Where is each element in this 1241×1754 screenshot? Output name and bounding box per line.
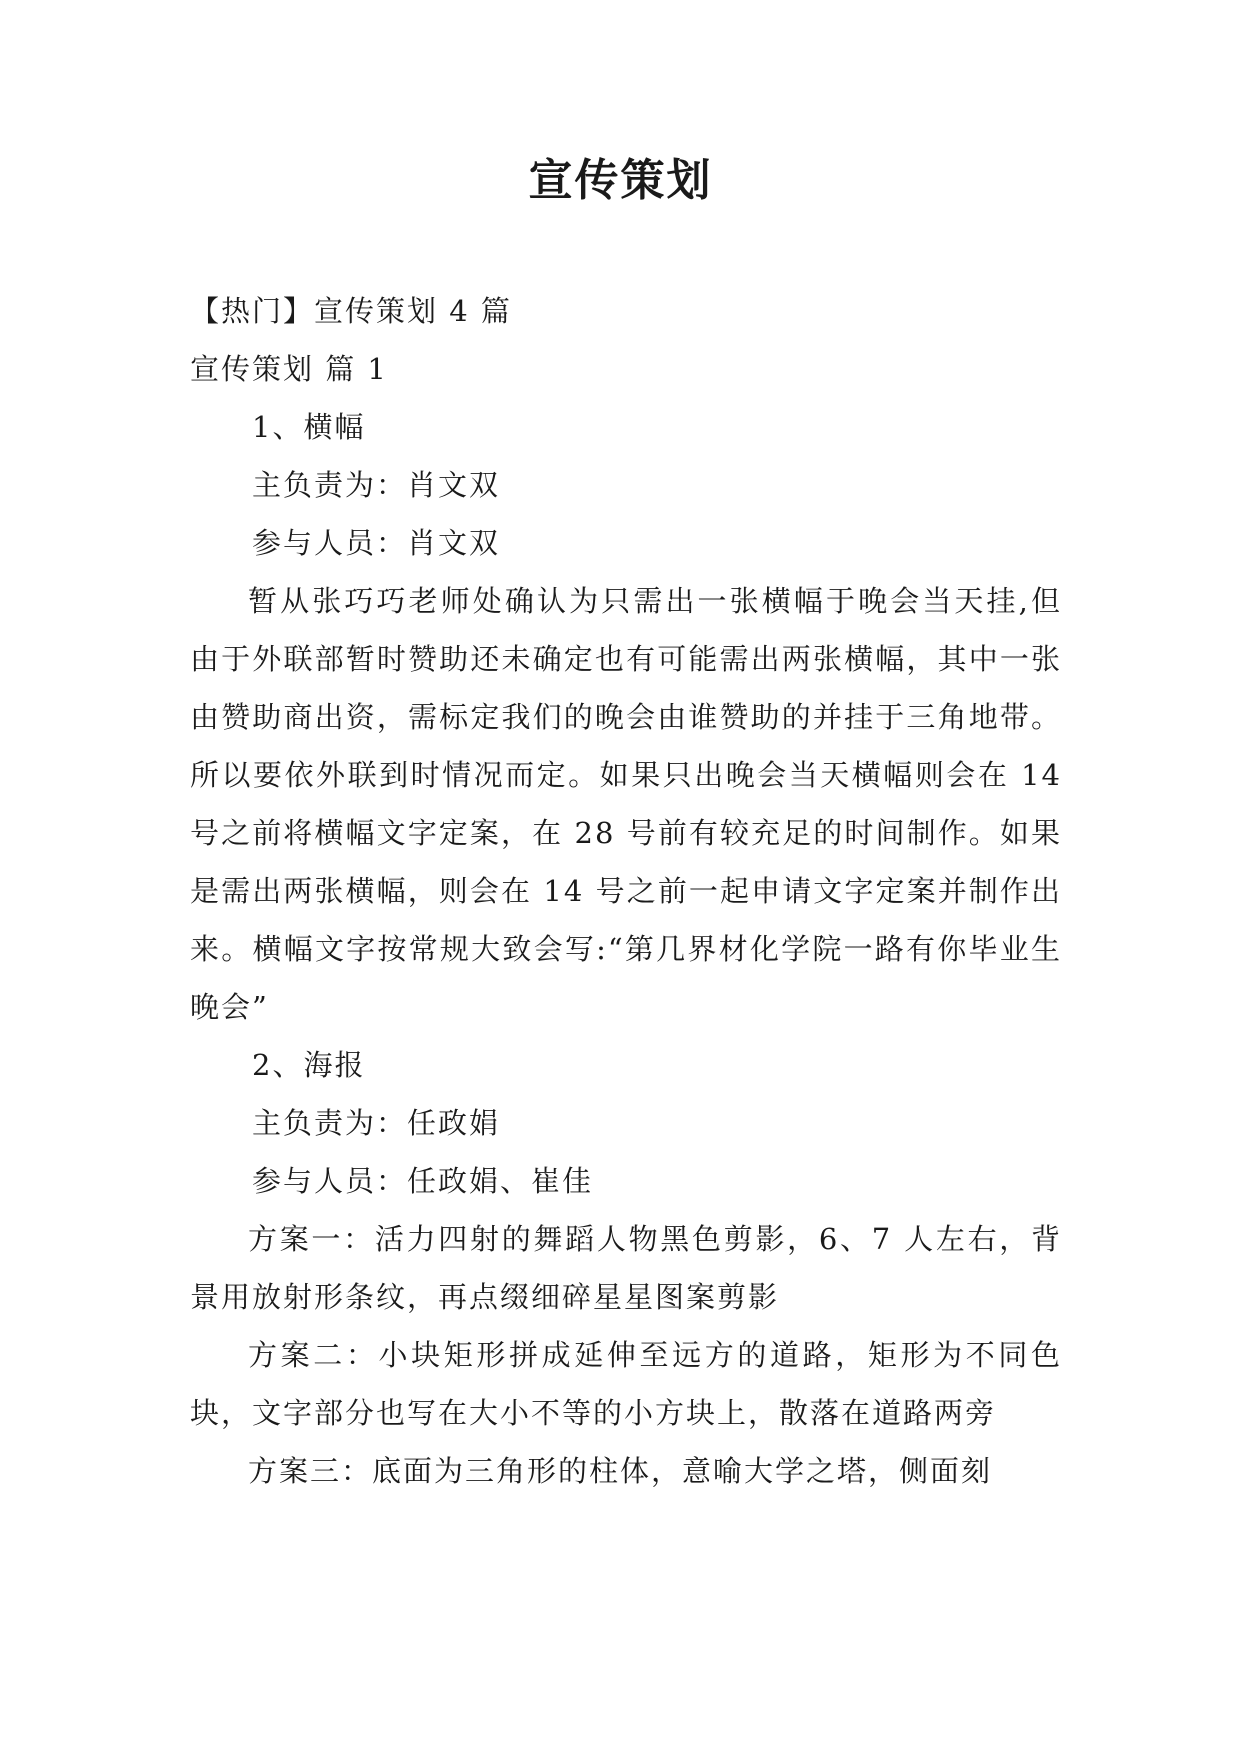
banner-label: 1、横幅 bbox=[252, 410, 366, 444]
banner-lead: 主负责为：肖文双 bbox=[252, 468, 501, 502]
banner-description: 暂从张巧巧老师处确认为只需出一张横幅于晚会当天挂,但由于外联部暂时赞助还未确定也有可能需出两张横幅，其中一张由赞助商出资，需标定我们的晚会由谁赞助的并挂于三角地带。所以要依外联到时情况而定。如果只出晚会当天横幅则会在 14 号之前将横幅文字定案，在 28 号前有较充足的时间制作。如果是需出两张横幅，则会在 14 号之前一起申请文字定案并制作出来。横幅文字按常规大致会写:“第几界材化学院一路有你毕业生晚会” bbox=[190, 584, 1062, 1024]
poster-lead: 主负责为：任政娟 bbox=[252, 1106, 501, 1140]
banner-members: 参与人员：肖文双 bbox=[252, 526, 501, 560]
document-title: 宣传策划 bbox=[528, 155, 713, 206]
poster-plan-2: 方案二：小块矩形拼成延伸至远方的道路，矩形为不同色块，文字部分也写在大小不等的小方块上，散落在道路两旁 bbox=[190, 1338, 1062, 1430]
section-heading: 宣传策划 篇 1 bbox=[190, 352, 388, 386]
document-heading: 【热门】宣传策划 4 篇 bbox=[190, 294, 512, 328]
poster-label: 2、海报 bbox=[252, 1048, 366, 1082]
poster-members: 参与人员：任政娟、崔佳 bbox=[252, 1164, 594, 1198]
poster-plan-3: 方案三：底面为三角形的柱体，意喻大学之塔，侧面刻 bbox=[248, 1454, 993, 1488]
poster-plan-1: 方案一：活力四射的舞蹈人物黑色剪影，6、7 人左右，背景用放射形条纹，再点缀细碎星星图案剪影 bbox=[190, 1222, 1062, 1314]
document-body bbox=[190, 282, 1062, 1500]
